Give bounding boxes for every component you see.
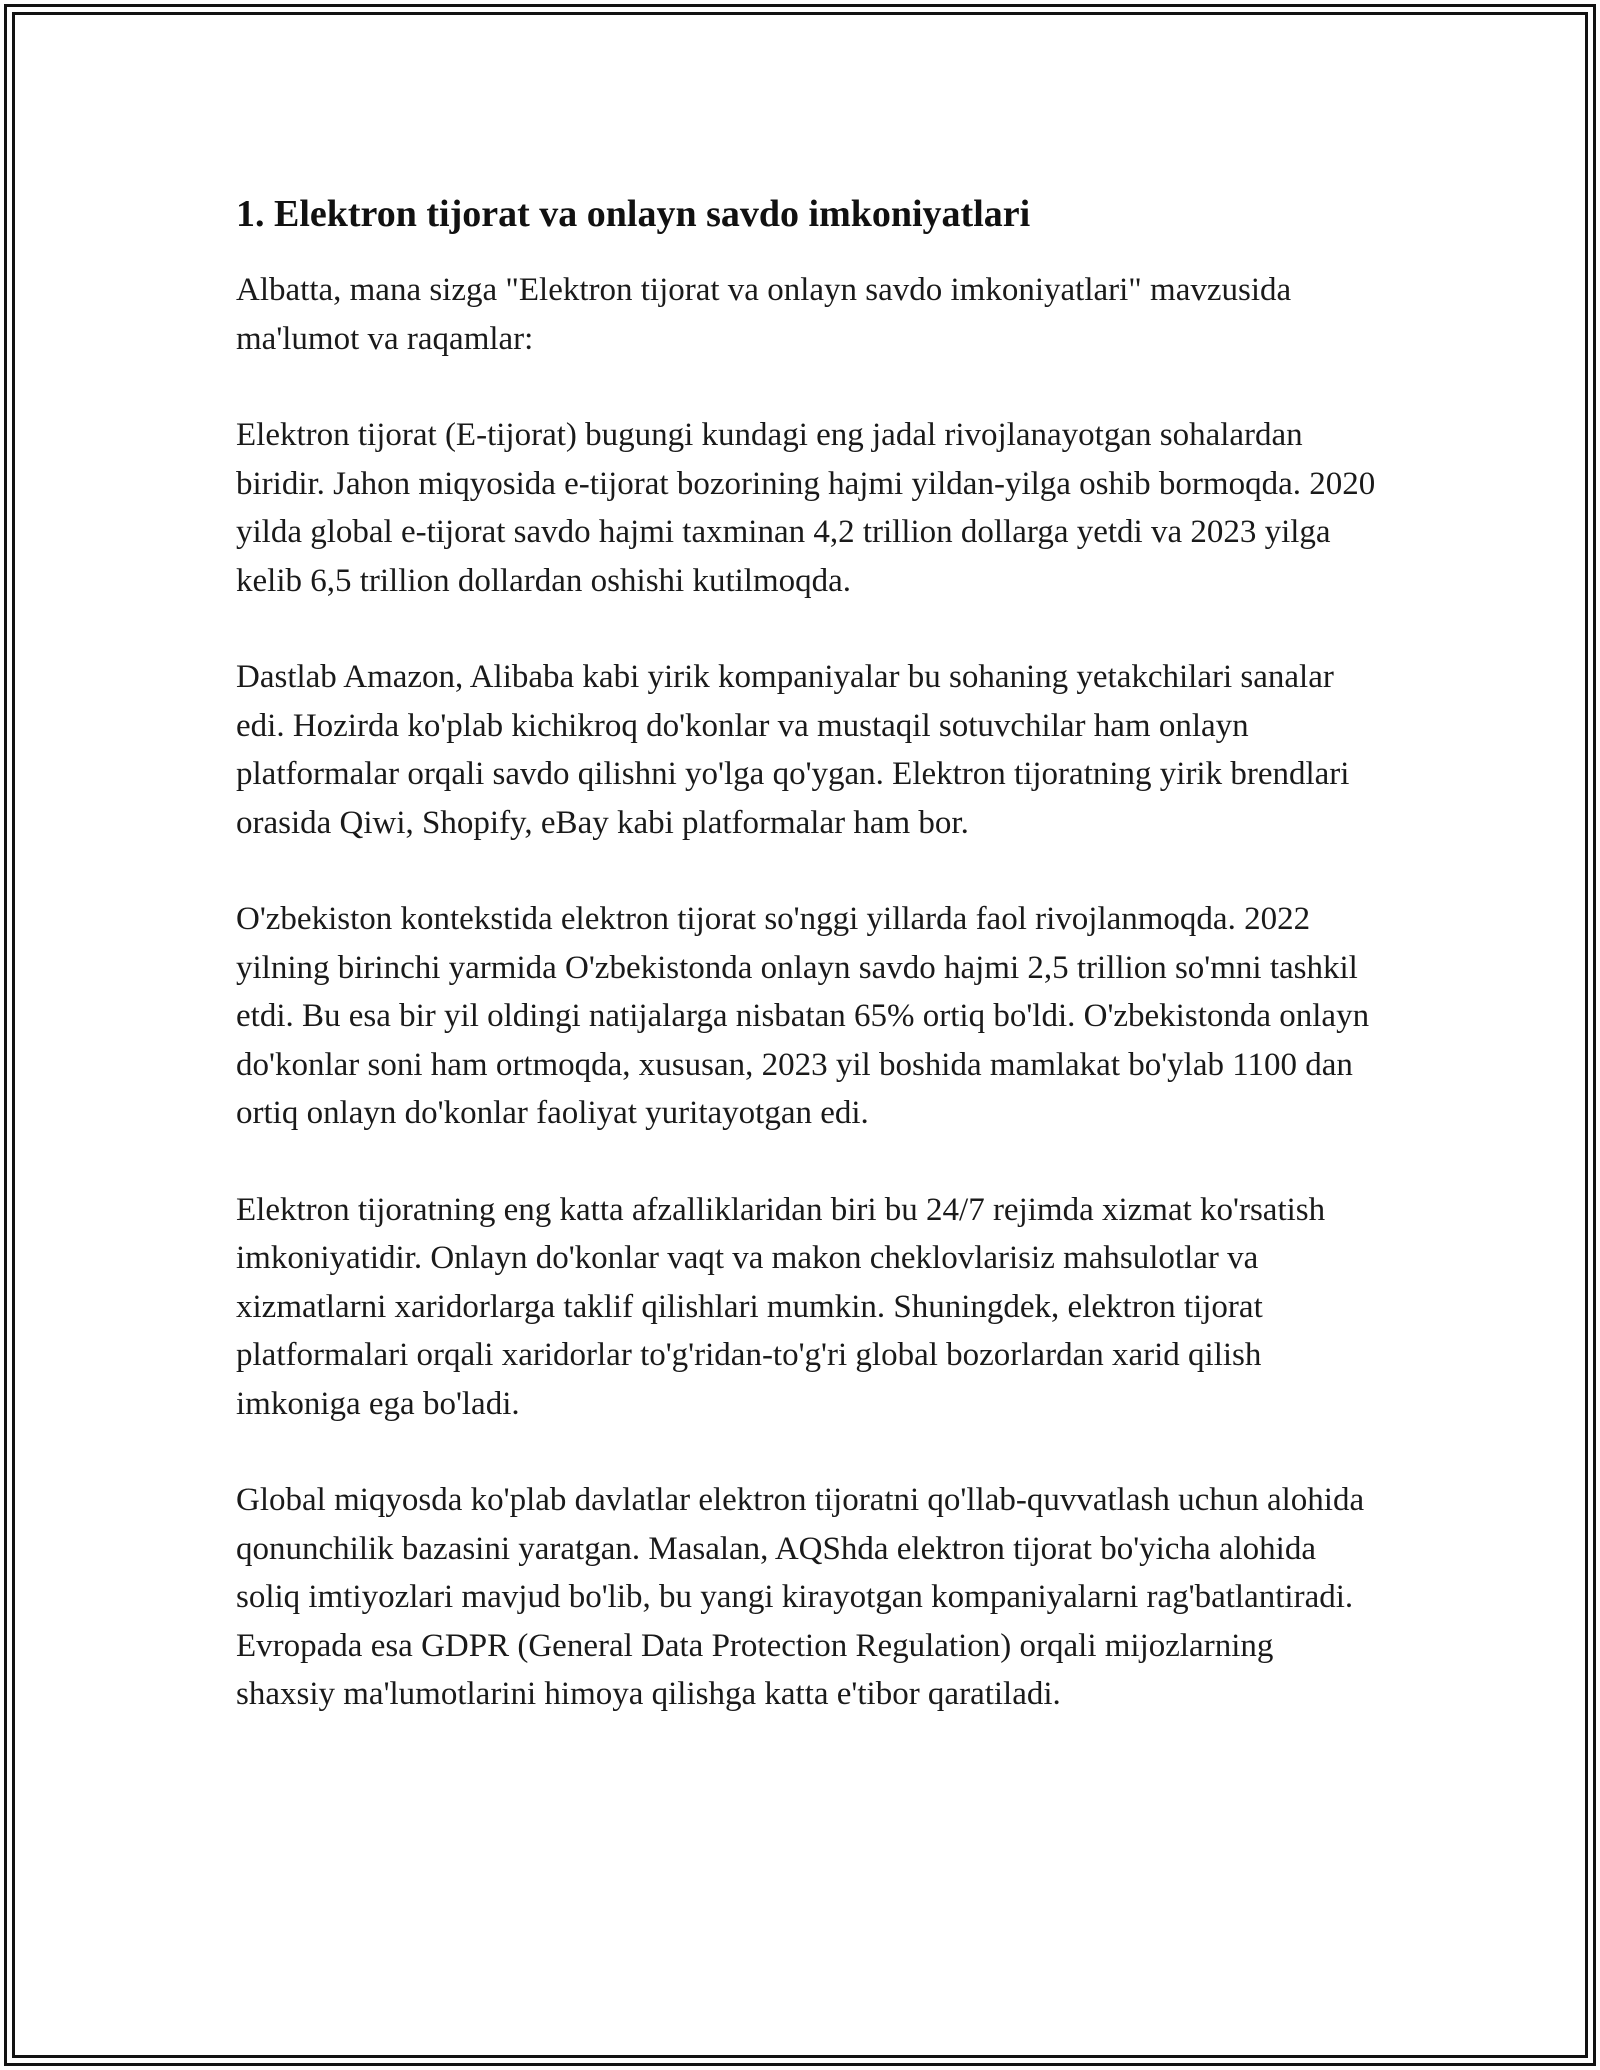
paragraph-companies: Dastlab Amazon, Alibaba kabi yirik kompaniyalar bu sohaning yetakchilari sanalar edi. Hozirda ko'plab kichikroq do'konlar va mustaqil sotuvchilar ham onlayn platformalar orqali savdo qilishni yo'lga qo'ygan. Elektron tijoratning yirik brendlari orasida Qiwi, Shopify, eBay kabi platformalar ham bor. <box>236 659 1350 841</box>
paragraph-advantages: Elektron tijoratning eng katta afzalliklaridan biri bu 24/7 rejimda xizmat ko'rsatish imkoniyatidir. Onlayn do'konlar vaqt va makon cheklovlarisiz mahsulotlar va xizmatlarni xaridorlarga taklif qilishlari mumkin. Shuningdek, elektron tijorat platformalari orqali xaridorlar to'g'ridan-to'g'ri global bozorlardan xarid qilish imkoniga ega bo'ladi. <box>236 1191 1326 1422</box>
paragraph-uzbekistan: O'zbekiston kontekstida elektron tijorat so'nggi yillarda faol rivojlanmoqda. 2022 yilning birinchi yarmida O'zbekistonda onlayn savdo hajmi 2,5 trillion so'mni tashkil etdi. Bu esa bir yil oldingi natijalarga nisbatan 65% ortiq bo'ldi. O'zbekistonda onlayn do'konlar soni ham ortmoqda, xususan, 2023 yil boshida mamlakat bo'ylab 1100 dan ortiq onlayn do'konlar faoliyat yuritayotgan edi. <box>236 901 1370 1131</box>
paragraph-global-market: Elektron tijorat (E-tijorat) bugungi kundagi eng jadal rivojlanayotgan sohalardan biridir. Jahon miqyosida e-tijorat bozorining hajmi yildan-yilga oshib bormoqda. 2020 yilda global e-tijorat savdo hajmi taxminan 4,2 trillion dollarga yetdi va 2023 yilga kelib 6,5 trillion dollardan oshishi kutilmoqda. <box>236 417 1376 599</box>
document-title: 1. Elektron tijorat va onlayn savdo imkoniyatlari <box>236 193 1031 235</box>
paragraph-legislation: Global miqyosda ko'plab davlatlar elektron tijoratni qo'llab-quvvatlash uchun alohida qonunchilik bazasini yaratgan. Masalan, AQShda elektron tijorat bo'yicha alohida soliq imtiyozlari mavjud bo'lib, bu yangi kirayotgan kompaniyalarni rag'batlantiradi. Evropada esa GDPR (General Data Protection Regulation) orqali mijozlarning shaxsiy ma'lumotlarini himoya qilishga katta e'tibor qaratiladi. <box>236 1482 1365 1712</box>
paragraph-intro: Albatta, mana sizga "Elektron tijorat va onlayn savdo imkoniyatlari" mavzusida ma'lumot va raqamlar: <box>236 272 1292 357</box>
document-body <box>236 188 1376 1767</box>
